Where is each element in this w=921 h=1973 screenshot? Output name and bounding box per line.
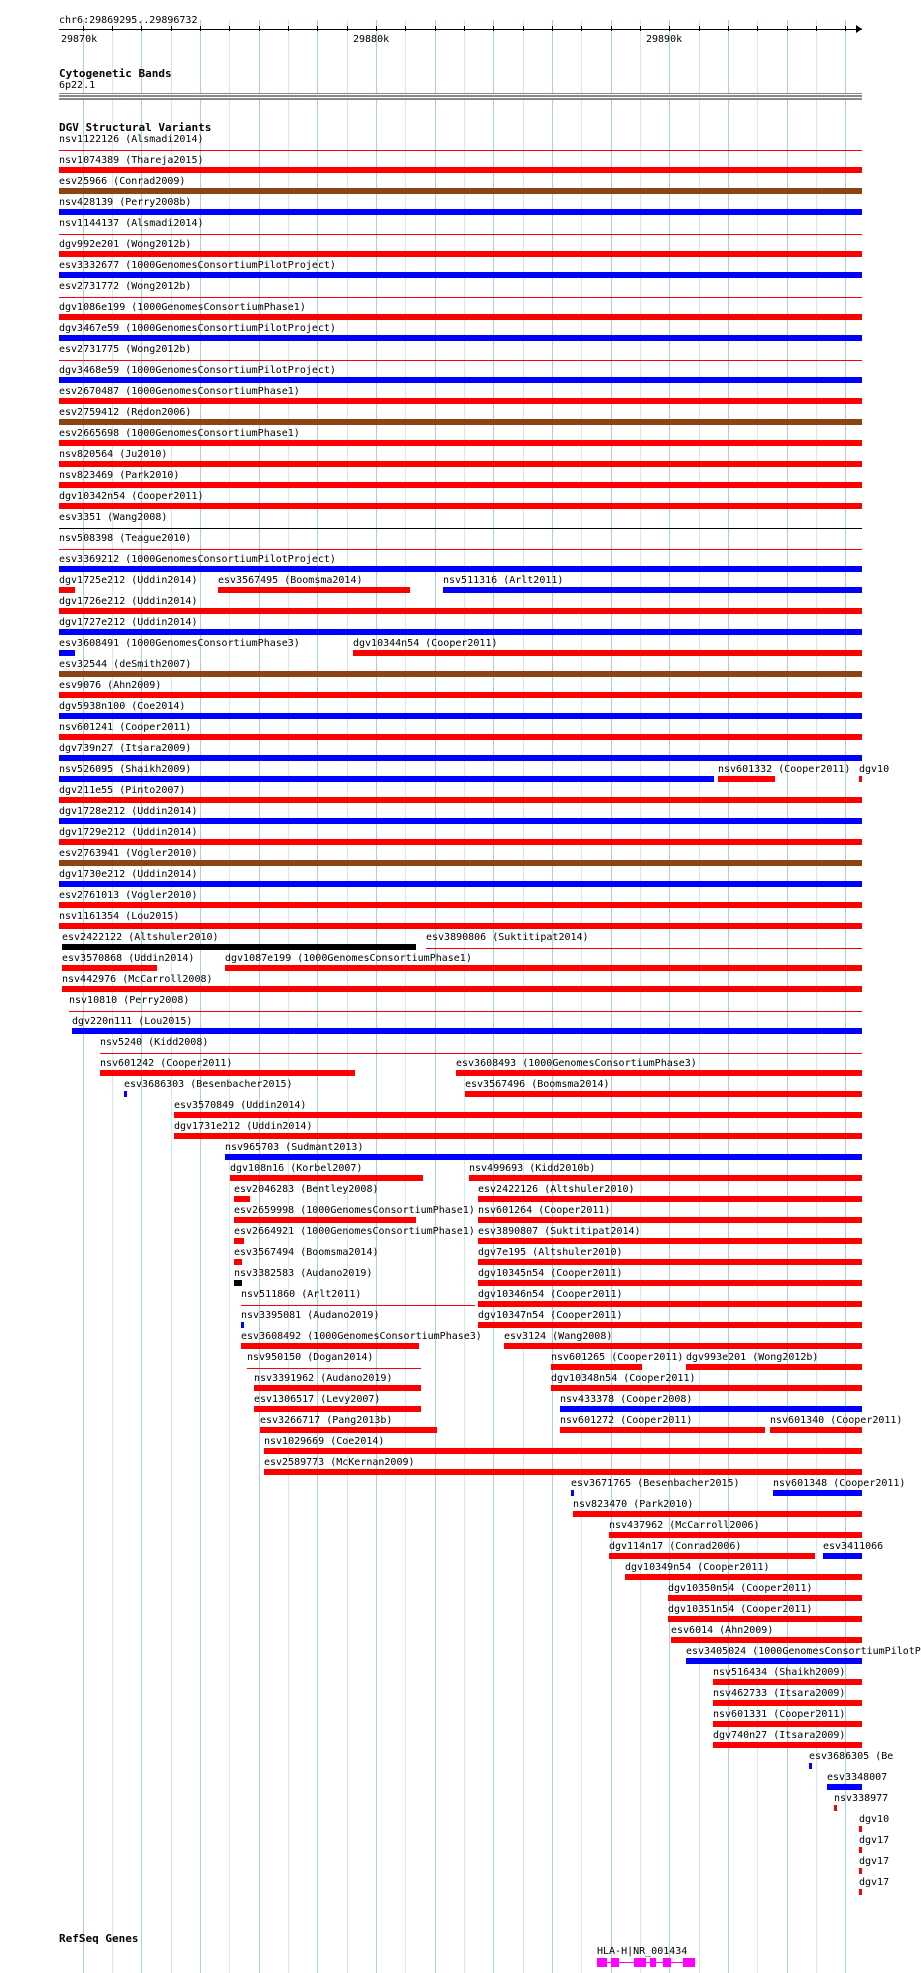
variant-label: dgv7e195 (Altshuler2010) [478, 1247, 623, 1258]
variant-label: nsv5240 (Kidd2008) [100, 1037, 209, 1048]
ruler-label-3: 29890k [646, 34, 683, 45]
variant-label: esv3567494 (Boomsma2014) [234, 1247, 379, 1258]
variant-label: nsv820564 (Ju2010) [59, 449, 168, 460]
variant-bar[interactable] [478, 1196, 862, 1202]
variant-bar[interactable] [59, 797, 862, 803]
cytogenetic-bands-title: Cytogenetic Bands [59, 67, 172, 80]
variant-label: dgv17 [859, 1856, 890, 1867]
variant-label: dgv10342n54 (Cooper2011) [59, 491, 204, 502]
variant-bar[interactable] [241, 1343, 419, 1349]
variant-bar[interactable] [59, 398, 862, 404]
variant-label: dgv1730e212 (Uddin2014) [59, 869, 198, 880]
variant-bar[interactable] [478, 1322, 862, 1328]
variant-label: esv1306517 (Levy2007) [254, 1394, 381, 1405]
variant-bar[interactable] [560, 1427, 765, 1433]
variant-label: esv3890807 (Suktitipat2014) [478, 1226, 641, 1237]
variant-label: nsv1122126 (Alsmadi2014) [59, 134, 204, 145]
variant-bar[interactable] [609, 1532, 862, 1538]
variant-bar[interactable] [264, 1448, 862, 1454]
variant-bar[interactable] [247, 1368, 421, 1369]
variant-label: nsv433378 (Cooper2008) [560, 1394, 693, 1405]
variant-label: dgv3468e59 (1000GenomesConsortiumPilotProject) [59, 365, 336, 376]
gene-exon [683, 1958, 695, 1967]
variant-bar[interactable] [353, 650, 862, 656]
variant-bar[interactable] [469, 1175, 862, 1181]
variant-bar[interactable] [254, 1385, 421, 1391]
ruler-tick [699, 26, 700, 31]
ruler-tick [493, 26, 494, 31]
variant-bar[interactable] [59, 713, 862, 719]
variant-label: esv3124 (Wang2008) [504, 1331, 613, 1342]
variant-label: nsv511860 (Arlt2011) [241, 1289, 362, 1300]
variant-bar[interactable] [478, 1280, 862, 1286]
variant-label: dgv992e201 (Wong2012b) [59, 239, 192, 250]
variant-bar[interactable] [713, 1742, 862, 1748]
variant-bar[interactable] [668, 1616, 862, 1622]
ruler-label-1: 29870k [61, 34, 98, 45]
ruler-axis [59, 29, 862, 30]
variant-bar[interactable] [478, 1217, 862, 1223]
variant-bar[interactable] [59, 167, 862, 173]
variant-label: esv9076 (Ahn2009) [59, 680, 162, 691]
grid-line [405, 20, 406, 1973]
variant-bar[interactable] [465, 1091, 862, 1097]
variant-bar[interactable] [59, 360, 862, 361]
variant-bar[interactable] [59, 881, 862, 887]
variant-label: nsv442976 (McCarroll2008) [62, 974, 213, 985]
variant-bar[interactable] [59, 692, 862, 698]
locus-label: chr6:29869295..29896732 [59, 15, 198, 26]
variant-label: nsv3391962 (Audano2019) [254, 1373, 393, 1384]
variant-label: dgv3467e59 (1000GenomesConsortiumPilotProject) [59, 323, 336, 334]
variant-label: nsv462733 (Itsara2009) [713, 1688, 846, 1699]
grid-line [523, 20, 524, 1973]
refseq-genes-title: RefSeq Genes [59, 1932, 139, 1945]
variant-label: nsv601331 (Cooper2011) [713, 1709, 846, 1720]
variant-bar[interactable] [72, 1028, 862, 1034]
variant-bar[interactable] [478, 1238, 862, 1244]
variant-label: nsv1074389 (Thareja2015) [59, 155, 204, 166]
variant-label: esv3266717 (Pang2013b) [260, 1415, 393, 1426]
variant-label: esv3686303 (Besenbacher2015) [124, 1079, 293, 1090]
variant-bar[interactable] [59, 234, 862, 235]
grid-line [493, 20, 494, 1973]
variant-label: dgv17 [859, 1877, 890, 1888]
variant-bar[interactable] [456, 1070, 862, 1076]
grid-line [347, 20, 348, 1973]
ruler-tick [317, 26, 318, 31]
gene-exon [597, 1958, 607, 1967]
variant-bar[interactable] [59, 566, 862, 572]
variant-bar[interactable] [241, 1322, 244, 1328]
variant-bar[interactable] [59, 419, 862, 425]
variant-bar[interactable] [59, 549, 862, 550]
variant-label: nsv601241 (Cooper2011) [59, 722, 192, 733]
variant-label: dgv10349n54 (Cooper2011) [625, 1562, 770, 1573]
variant-label: dgv1087e199 (1000GenomesConsortiumPhase1) [225, 953, 472, 964]
variant-bar[interactable] [59, 734, 862, 740]
variant-bar[interactable] [59, 528, 862, 529]
variant-bar[interactable] [426, 948, 862, 949]
grid-line [699, 20, 700, 1973]
variant-label: esv2670487 (1000GenomesConsortiumPhase1) [59, 386, 300, 397]
variant-label: dgv740n27 (Itsara2009) [713, 1730, 846, 1741]
grid-line [669, 20, 670, 1973]
variant-label: nsv508398 (Teague2010) [59, 533, 192, 544]
variant-label: nsv601340 (Cooper2011) [770, 1415, 903, 1426]
variant-label: nsv601242 (Cooper2011) [100, 1058, 233, 1069]
variant-bar[interactable] [859, 1847, 862, 1853]
variant-label: dgv1727e212 (Uddin2014) [59, 617, 198, 628]
variant-bar[interactable] [668, 1595, 862, 1601]
variant-label: dgv10350n54 (Cooper2011) [668, 1583, 813, 1594]
variant-bar[interactable] [59, 503, 862, 509]
variant-label: nsv338977 [834, 1793, 889, 1804]
variant-label: dgv1726e212 (Uddin2014) [59, 596, 198, 607]
variant-bar[interactable] [225, 965, 862, 971]
variant-label: nsv1029669 (Coe2014) [264, 1436, 385, 1447]
ruler-tick [112, 26, 113, 31]
ruler-tick [523, 26, 524, 31]
variant-bar[interactable] [478, 1259, 862, 1265]
variant-bar[interactable] [59, 461, 862, 467]
gene-exon [611, 1958, 619, 1967]
variant-bar[interactable] [834, 1805, 837, 1811]
ruler-label-2: 29880k [353, 34, 390, 45]
variant-label: dgv10351n54 (Cooper2011) [668, 1604, 813, 1615]
variant-bar[interactable] [59, 587, 75, 593]
variant-bar[interactable] [59, 776, 714, 782]
variant-label: esv3686305 (Be [809, 1751, 894, 1762]
gene-model[interactable] [597, 1957, 697, 1969]
variant-bar[interactable] [59, 297, 862, 298]
variant-label: esv2422122 (Altshuler2010) [62, 932, 219, 943]
variant-label: esv25966 (Conrad2009) [59, 176, 186, 187]
grid-line [611, 20, 612, 1973]
ruler-tick [171, 26, 172, 31]
variant-bar[interactable] [59, 902, 862, 908]
variant-label: dgv10 [859, 1814, 890, 1825]
variant-bar[interactable] [713, 1721, 862, 1727]
variant-bar[interactable] [62, 965, 157, 971]
variant-label: dgv5938n100 (Coe2014) [59, 701, 186, 712]
variant-label: nsv3382583 (Audano2019) [234, 1268, 373, 1279]
variant-bar[interactable] [560, 1406, 862, 1412]
ruler-tick [83, 26, 84, 31]
gene-exon [634, 1958, 646, 1967]
variant-label: nsv511316 (Arlt2011) [443, 575, 564, 586]
variant-label: dgv1729e212 (Uddin2014) [59, 827, 198, 838]
variant-bar[interactable] [234, 1196, 250, 1202]
variant-bar[interactable] [59, 150, 862, 151]
band-label: 6p22.1 [59, 80, 96, 91]
ruler-tick [229, 26, 230, 31]
variant-label: dgv10345n54 (Cooper2011) [478, 1268, 623, 1279]
variant-label: nsv601272 (Cooper2011) [560, 1415, 693, 1426]
variant-label: nsv1144137 (Alsmadi2014) [59, 218, 204, 229]
variant-bar[interactable] [625, 1574, 862, 1580]
variant-label: nsv499693 (Kidd2010b) [469, 1163, 596, 1174]
variant-bar[interactable] [773, 1490, 862, 1496]
variant-bar[interactable] [254, 1406, 421, 1412]
variant-label: nsv601265 (Cooper2011) [551, 1352, 684, 1363]
variant-bar[interactable] [571, 1490, 574, 1496]
variant-bar[interactable] [59, 818, 862, 824]
variant-label: esv2046283 (Bentley2008) [234, 1184, 379, 1195]
variant-bar[interactable] [62, 944, 416, 950]
variant-label: dgv10 [859, 764, 890, 775]
variant-label: esv3890806 (Suktitipat2014) [426, 932, 589, 943]
variant-bar[interactable] [59, 923, 862, 929]
variant-bar[interactable] [174, 1133, 862, 1139]
variant-bar[interactable] [686, 1658, 862, 1664]
variant-label: esv3671765 (Besenbacher2015) [571, 1478, 740, 1489]
variant-label: dgv10344n54 (Cooper2011) [353, 638, 498, 649]
ruler-tick [669, 26, 670, 31]
variant-label: nsv965703 (Sudmant2013) [225, 1142, 364, 1153]
variant-label: nsv526095 (Shaikh2009) [59, 764, 192, 775]
variant-label: dgv1725e212 (Uddin2014) [59, 575, 198, 586]
variant-bar[interactable] [234, 1217, 416, 1223]
variant-bar[interactable] [551, 1364, 642, 1370]
variant-label: esv3332677 (1000GenomesConsortiumPilotProject) [59, 260, 336, 271]
variant-bar[interactable] [859, 1889, 862, 1895]
variant-bar[interactable] [174, 1112, 862, 1118]
variant-label: esv2759412 (Redon2006) [59, 407, 192, 418]
variant-bar[interactable] [241, 1305, 475, 1306]
variant-label: esv3348007 [827, 1772, 888, 1783]
variant-bar[interactable] [573, 1511, 862, 1517]
variant-bar[interactable] [59, 188, 862, 194]
variant-label: dgv10348n54 (Cooper2011) [551, 1373, 696, 1384]
ruler-tick [787, 26, 788, 31]
variant-label: dgv1086e199 (1000GenomesConsortiumPhase1) [59, 302, 306, 313]
variant-bar[interactable] [718, 776, 775, 782]
variant-label: nsv823469 (Park2010) [59, 470, 180, 481]
ruler-tick [464, 26, 465, 31]
variant-bar[interactable] [59, 629, 862, 635]
variant-label: esv2761013 (Vogler2010) [59, 890, 198, 901]
variant-bar[interactable] [59, 440, 862, 446]
variant-bar[interactable] [225, 1154, 862, 1160]
variant-bar[interactable] [234, 1259, 242, 1265]
grid-line [435, 20, 436, 1973]
variant-label: dgv739n27 (Itsara2009) [59, 743, 192, 754]
variant-bar[interactable] [59, 650, 75, 656]
variant-bar[interactable] [59, 314, 862, 320]
variant-bar[interactable] [59, 482, 862, 488]
variant-bar[interactable] [234, 1280, 242, 1286]
gene-exon [650, 1958, 656, 1967]
ruler-tick [757, 26, 758, 31]
variant-bar[interactable] [609, 1553, 815, 1559]
ruler-tick [728, 26, 729, 31]
ruler-tick [259, 26, 260, 31]
ruler-tick [347, 26, 348, 31]
variant-label: dgv1731e212 (Uddin2014) [174, 1121, 313, 1132]
gene-exon [663, 1958, 671, 1967]
variant-label: dgv10346n54 (Cooper2011) [478, 1289, 623, 1300]
variant-label: dgv993e201 (Wong2012b) [686, 1352, 819, 1363]
variant-label: nsv950150 (Dogan2014) [247, 1352, 374, 1363]
band-bar-stripe [59, 97, 862, 98]
variant-bar[interactable] [124, 1091, 127, 1097]
ruler-tick [141, 26, 142, 31]
variant-label: nsv437962 (McCarroll2006) [609, 1520, 760, 1531]
ruler-tick [552, 26, 553, 31]
variant-bar[interactable] [234, 1238, 244, 1244]
variant-label: nsv601264 (Cooper2011) [478, 1205, 611, 1216]
variant-label: dgv114n17 (Conrad2006) [609, 1541, 742, 1552]
dgv-track-title: DGV Structural Variants [59, 121, 212, 134]
variant-label: nsv601332 (Cooper2011) [718, 764, 851, 775]
variant-bar[interactable] [809, 1763, 812, 1769]
variant-label: dgv108n16 (Korbel2007) [230, 1163, 363, 1174]
variant-label: esv2731775 (Wong2012b) [59, 344, 192, 355]
variant-bar[interactable] [443, 587, 862, 593]
variant-label: esv2763941 (Vogler2010) [59, 848, 198, 859]
ruler-tick [200, 26, 201, 31]
variant-bar[interactable] [59, 839, 862, 845]
ruler-tick [845, 26, 846, 31]
variant-bar[interactable] [100, 1053, 862, 1054]
variant-bar[interactable] [59, 671, 862, 677]
variant-bar[interactable] [770, 1427, 862, 1433]
gene-label: HLA-H|NR_001434 [597, 1946, 688, 1957]
variant-label: nsv3395081 (Audano2019) [241, 1310, 380, 1321]
ruler-tick [611, 26, 612, 31]
variant-bar[interactable] [59, 377, 862, 383]
variant-label: nsv428139 (Perry2008b) [59, 197, 192, 208]
variant-label: nsv823470 (Park2010) [573, 1499, 694, 1510]
variant-label: dgv1728e212 (Uddin2014) [59, 806, 198, 817]
variant-bar[interactable] [59, 272, 862, 278]
variant-bar[interactable] [713, 1679, 862, 1685]
variant-bar[interactable] [59, 608, 862, 614]
variant-label: esv3351 (Wang2008) [59, 512, 168, 523]
variant-bar[interactable] [264, 1469, 862, 1475]
ruler-tick [288, 26, 289, 31]
variant-label: esv3570849 (Uddin2014) [174, 1100, 307, 1111]
ruler-tick [816, 26, 817, 31]
variant-label: esv3608491 (1000GenomesConsortiumPhase3) [59, 638, 300, 649]
ruler-tick [376, 26, 377, 31]
ruler-tick [435, 26, 436, 31]
ruler-tick [581, 26, 582, 31]
variant-bar[interactable] [504, 1343, 862, 1349]
ruler-tick [405, 26, 406, 31]
variant-label: nsv516434 (Shaikh2009) [713, 1667, 846, 1678]
variant-label: esv3570868 (Uddin2014) [62, 953, 195, 964]
variant-bar[interactable] [59, 251, 862, 257]
grid-line [376, 20, 377, 1973]
grid-line [317, 20, 318, 1973]
variant-bar[interactable] [671, 1637, 862, 1643]
grid-line [464, 20, 465, 1973]
variant-bar[interactable] [713, 1700, 862, 1706]
variant-bar[interactable] [686, 1364, 862, 1370]
variant-label: esv3608493 (1000GenomesConsortiumPhase3) [456, 1058, 697, 1069]
variant-label: dgv211e55 (Pinto2007) [59, 785, 186, 796]
grid-line [581, 20, 582, 1973]
variant-bar[interactable] [260, 1427, 437, 1433]
variant-bar[interactable] [823, 1553, 862, 1559]
grid-line [552, 20, 553, 1973]
variant-label: esv3411066 [823, 1541, 884, 1552]
variant-label: esv32544 (deSmith2007) [59, 659, 192, 670]
variant-label: esv2664921 (1000GenomesConsortiumPhase1) [234, 1226, 475, 1237]
variant-label: esv2731772 (Wong2012b) [59, 281, 192, 292]
variant-label: esv2659998 (1000GenomesConsortiumPhase1) [234, 1205, 475, 1216]
variant-bar[interactable] [218, 587, 410, 593]
ruler-arrow-icon [856, 25, 862, 33]
variant-label: esv3405024 (1000GenomesConsortiumPilotP [686, 1646, 921, 1657]
variant-bar[interactable] [59, 209, 862, 215]
variant-bar[interactable] [827, 1784, 862, 1790]
variant-bar[interactable] [100, 1070, 355, 1076]
variant-label: esv2665698 (1000GenomesConsortiumPhase1) [59, 428, 300, 439]
variant-label: dgv10347n54 (Cooper2011) [478, 1310, 623, 1321]
variant-label: nsv1161354 (Lou2015) [59, 911, 180, 922]
variant-label: nsv10810 (Perry2008) [69, 995, 190, 1006]
variant-bar[interactable] [59, 755, 862, 761]
variant-bar[interactable] [859, 1868, 862, 1874]
variant-bar[interactable] [59, 860, 862, 866]
variant-bar[interactable] [69, 1011, 862, 1012]
variant-label: esv3608492 (1000GenomesConsortiumPhase3) [241, 1331, 482, 1342]
variant-label: esv2589773 (McKernan2009) [264, 1457, 415, 1468]
variant-bar[interactable] [859, 776, 862, 782]
variant-bar[interactable] [62, 986, 862, 992]
ruler-tick [640, 26, 641, 31]
variant-bar[interactable] [551, 1385, 862, 1391]
grid-line [640, 20, 641, 1973]
variant-bar[interactable] [59, 335, 862, 341]
variant-label: nsv601348 (Cooper2011) [773, 1478, 906, 1489]
variant-bar[interactable] [478, 1301, 862, 1307]
variant-label: esv6014 (Ahn2009) [671, 1625, 774, 1636]
variant-bar[interactable] [859, 1826, 862, 1832]
variant-label: dgv220n111 (Lou2015) [72, 1016, 193, 1027]
variant-label: dgv17 [859, 1835, 890, 1846]
band-bar-stripe [59, 94, 862, 95]
variant-label: esv2422126 (Altshuler2010) [478, 1184, 635, 1195]
variant-bar[interactable] [230, 1175, 423, 1181]
variant-label: esv3369212 (1000GenomesConsortiumPilotProject) [59, 554, 336, 565]
variant-label: esv3567496 (Boomsma2014) [465, 1079, 610, 1090]
variant-label: esv3567495 (Boomsma2014) [218, 575, 363, 586]
